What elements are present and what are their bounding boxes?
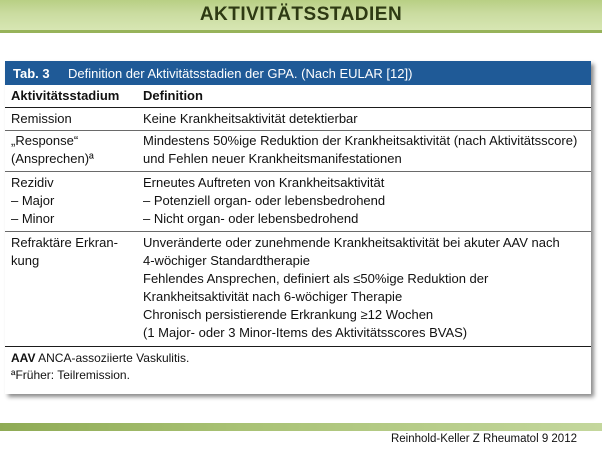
stage-cell: – Major	[11, 193, 55, 208]
table-number: Tab. 3	[13, 65, 50, 81]
definition-cell: und Fehlen neuer Krankheitsmanifestationen	[143, 151, 402, 166]
stage-cell: Refraktäre Erkran-	[11, 235, 118, 250]
stage-cell: Remission	[11, 111, 72, 126]
table-bottom-rule	[5, 346, 591, 347]
footnote-note: ªFrüher: Teilremission.	[11, 368, 130, 382]
bottom-accent-bar	[0, 423, 602, 431]
stage-cell: (Ansprechen)ª	[11, 151, 94, 166]
citation: Reinhold-Keller Z Rheumatol 9 2012	[390, 433, 577, 445]
definition-table	[5, 61, 591, 394]
slide-title: AKTIVITÄTSSTADIEN	[199, 4, 403, 25]
slide-title-bar	[0, 0, 602, 30]
definition-cell: Chronisch persistierende Erkrankung ≥12 Wochen	[143, 307, 434, 322]
footnote-abbr-text: ANCA-assoziierte Vaskulitis.	[38, 351, 190, 365]
stage-cell: Rezidiv	[11, 175, 54, 190]
definition-cell: Unveränderte oder zunehmende Krankheitsaktivität bei akuter AAV nach	[143, 235, 560, 250]
definition-cell: Keine Krankheitsaktivität detektierbar	[143, 111, 358, 126]
footnote-abbr-term: AAV	[11, 351, 36, 365]
definition-cell: – Potenziell organ- oder lebensbedrohend	[143, 193, 386, 208]
stage-cell: kung	[11, 253, 40, 268]
table-caption: Definition der Aktivitätsstadien der GPA. (Nach EULAR [12])	[68, 65, 413, 81]
row-divider	[5, 231, 591, 232]
footnote-abbreviation	[11, 350, 189, 366]
row-divider	[5, 130, 591, 131]
row-divider	[5, 171, 591, 172]
title-underline	[0, 30, 602, 33]
column-header-row	[5, 85, 591, 108]
definition-cell: – Nicht organ- oder lebensbedrohend	[143, 211, 359, 226]
definition-cell: Erneutes Auftreten von Krankheitsaktivität	[143, 175, 385, 190]
column-header-definition: Definition	[143, 88, 203, 103]
definition-cell: Krankheitsaktivität nach 6-wöchiger Therapie	[143, 289, 403, 304]
stage-cell: „Response“	[11, 133, 79, 148]
definition-cell: Fehlendes Ansprechen, definiert als ≤50%ige Reduktion der	[143, 271, 489, 286]
column-header-stage: Aktivitätsstadium	[11, 88, 120, 103]
definition-cell: Mindestens 50%ige Reduktion der Krankheitsaktivität (nach Aktivitätsscore)	[143, 133, 578, 148]
stage-cell: – Minor	[11, 211, 55, 226]
definition-cell: 4-wöchiger Standardtherapie	[143, 253, 310, 268]
definition-cell: (1 Major- oder 3 Minor-Items des Aktivitätsscores BVAS)	[143, 325, 468, 340]
table-caption-bar	[5, 61, 591, 85]
